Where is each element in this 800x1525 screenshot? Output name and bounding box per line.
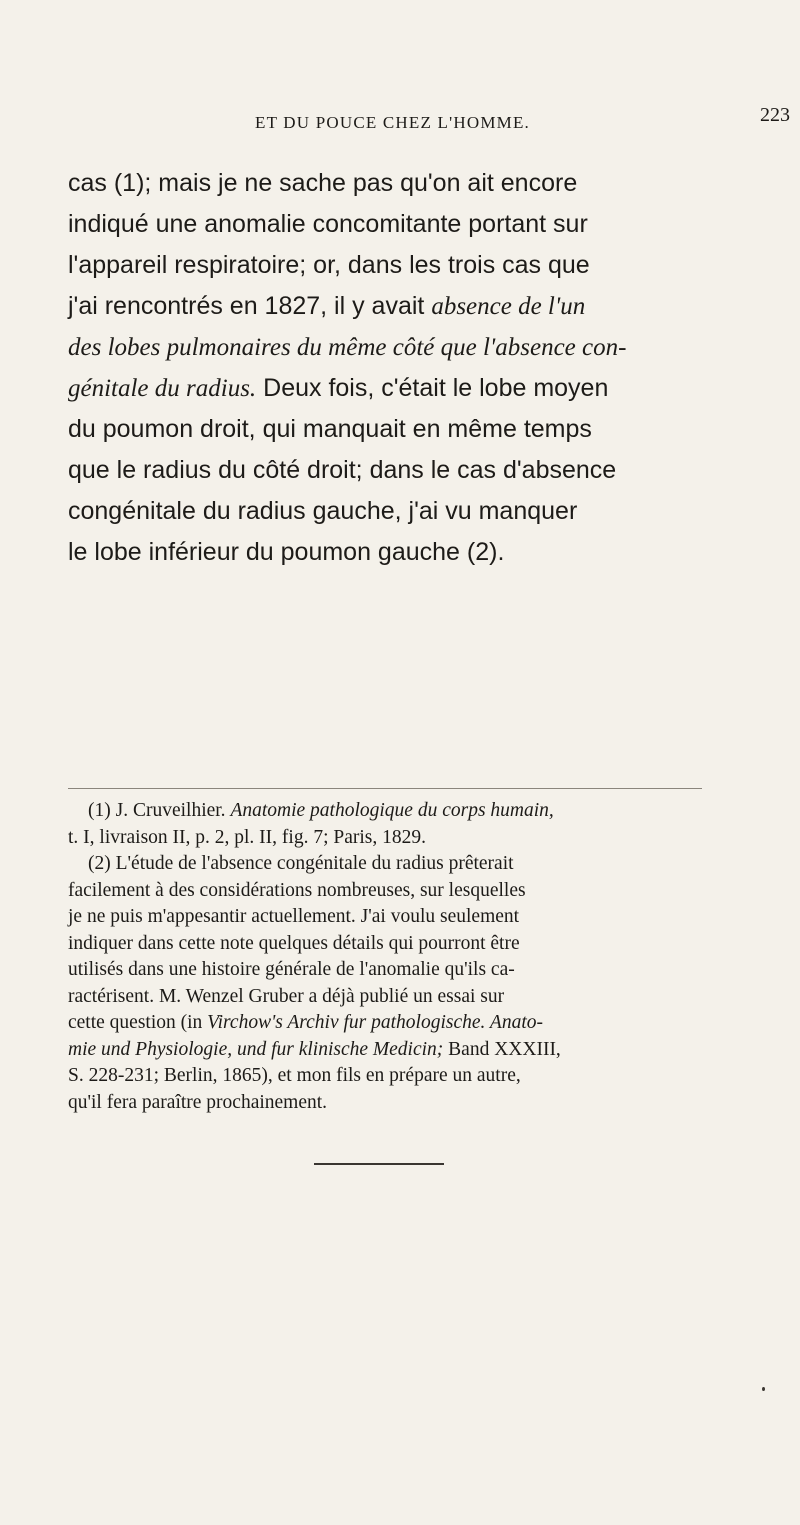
footnote-divider [68, 788, 702, 789]
ink-speck [762, 1387, 765, 1391]
body-line [68, 286, 708, 327]
body-line: le lobe inférieur du poumon gauche (2). [68, 538, 505, 566]
footnotes [68, 798, 718, 1116]
footnote-2-line: (2) L'étude de l'absence congénitale du radius prêterait [88, 853, 514, 874]
footnote-text-span: cette question (in [68, 1012, 208, 1033]
body-line: du poumon droit, qui manquait en même temps [68, 415, 592, 443]
footnote-1-line [68, 798, 718, 825]
running-title: ET DU POUCE CHEZ L'HOMME. [255, 113, 530, 132]
footnote-2-line: qu'il fera paraître prochainement. [68, 1091, 328, 1113]
italic-phrase: génitale du radius. [68, 375, 257, 402]
body-line: congénitale du radius gauche, j'ai vu manquer [68, 497, 578, 525]
footnote-text-span: Band XXXIII, [443, 1038, 561, 1060]
body-text-span: Deux fois, c'était le lobe moyen [256, 374, 609, 402]
footnote-2-line: indiquer dans cette note quelques détails qui pourront être [68, 932, 520, 954]
footnote-2-line [68, 1037, 718, 1064]
footnote-2-line [68, 1010, 718, 1037]
body-line: l'appareil respiratoire; or, dans les trois cas que [68, 251, 590, 279]
footnote-2-line: facilement à des considérations nombreuses, sur lesquelles [68, 879, 526, 901]
body-text-span: j'ai rencontrés en 1827, il y avait [68, 292, 432, 320]
footnote-italic-title: mie und Physiologie, und fur klinische Medicin; [68, 1038, 444, 1060]
end-rule [314, 1163, 444, 1165]
body-line: cas (1); mais je ne sache pas qu'on ait encore [68, 169, 578, 197]
footnote-2-line: utilisés dans une histoire générale de l'anomalie qu'ils ca- [68, 959, 515, 980]
footnote-2-line: S. 228-231; Berlin, 1865), et mon fils en prépare un autre, [68, 1065, 521, 1086]
footnote-2-line: je ne puis m'appesantir actuellement. J'ai voulu seulement [68, 906, 520, 927]
italic-phrase: absence de l'un [431, 293, 586, 320]
footnote-text-span: (1) J. Cruveilhier. [88, 800, 231, 821]
body-line-italic: des lobes pulmonaires du même côté que l'absence con- [68, 334, 627, 361]
page-number: 223 [760, 104, 790, 126]
body-line: que le radius du côté droit; dans le cas d'absence [68, 456, 617, 484]
body-line: indiqué une anomalie concomitante portant sur [68, 210, 588, 238]
footnote-italic-title: Anatomie pathologique du corps humain, [230, 800, 554, 821]
footnote-2-line: ractérisent. M. Wenzel Gruber a déjà publié un essai sur [68, 985, 505, 1007]
body-line [68, 368, 708, 409]
body-paragraph [68, 163, 708, 573]
footnote-1-line: t. I, livraison II, p. 2, pl. II, fig. 7; Paris, 1829. [68, 826, 426, 848]
footnote-italic-title: Virchow's Archiv fur pathologische. Anato- [207, 1012, 543, 1033]
